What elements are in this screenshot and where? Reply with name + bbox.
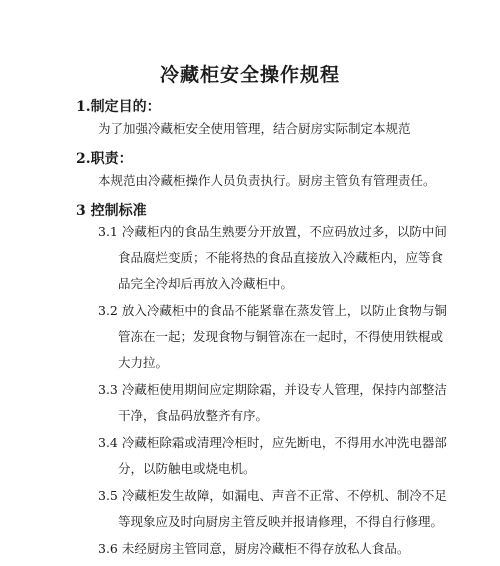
section-heading-duties: 2.职责： (76, 151, 133, 167)
clause-3-2-line-2: 管冻在一起；发现食物与铜管冻在一起时，不得使用铁棍或 (118, 329, 444, 344)
clause-3-4-line-1: 3.4 冷藏柜除霜或清理冷柜时，应先断电，不得用水冲洗电器部 (98, 435, 447, 450)
document-title: 冷藏柜安全操作规程 (159, 64, 340, 86)
clause-3-4-line-2: 分，以防触电或烧电机。 (118, 461, 256, 476)
section-heading-standards: 3 控制标准 (76, 203, 147, 219)
section-heading-purpose: 1.制定目的： (76, 99, 161, 115)
clause-3-6-line-1: 3.6 未经厨房主管同意，厨房冷藏柜不得存放私人食品。 (98, 541, 410, 556)
clause-3-1-line-1: 3.1 冷藏柜内的食品生熟要分开放置，不应码放过多，以防中间 (98, 224, 447, 239)
clause-3-5-line-2: 等现象应及时向厨房主管反映并报请修理，不得自行修理。 (118, 514, 444, 529)
clause-3-2-line-1: 3.2 放入冷藏柜中的食品不能紧靠在蒸发管上，以防止食物与铜 (98, 303, 447, 318)
clause-3-5-line-1: 3.5 冷藏柜发生故障，如漏电、声音不正常、不停机、制冷不足 (98, 488, 447, 503)
section-body-duties: 本规范由冷藏柜操作人员负责执行。厨房主管负有管理责任。 (98, 173, 436, 188)
clause-3-1-line-3: 品完全冷却后再放入冷藏柜中。 (118, 276, 294, 291)
clause-3-3-line-2: 干净，食品码放整齐有序。 (118, 408, 269, 423)
clause-3-1-line-2: 食品腐烂变质；不能将热的食品直接放入冷藏柜内，应等食 (118, 250, 444, 265)
section-body-purpose: 为了加强冷藏柜安全使用管理，结合厨房实际制定本规范 (98, 121, 411, 136)
clause-3-2-line-3: 大力拉。 (118, 355, 169, 370)
clause-3-3-line-1: 3.3 冷藏柜使用期间应定期除霜，并设专人管理，保持内部整洁 (98, 382, 447, 397)
